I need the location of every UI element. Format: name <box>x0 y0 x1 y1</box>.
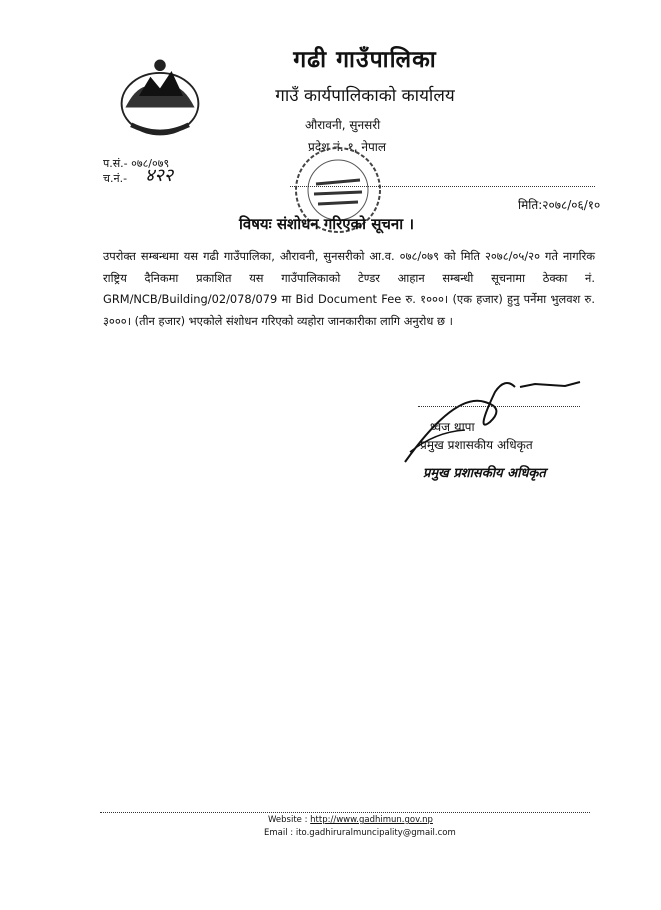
signatory-stamp: प्रमुख प्रशासकीय अधिकृत <box>423 466 546 481</box>
email-label: Email : <box>264 828 294 838</box>
signatory-name: ध्वज थापा <box>430 420 475 434</box>
cn-label: च.नं.- <box>103 172 128 185</box>
address-line2: प्रदेश नं. १, नेपाल <box>308 140 387 154</box>
letter-date: मिति:२०७८/०६/१० <box>518 198 601 212</box>
signatory-post: प्रमुख प्रशासकीय अधिकृत <box>420 438 533 452</box>
email-link[interactable]: ito.gadhiruralmuncipality@gmail.com <box>295 828 456 838</box>
address-line1: औरावनी, सुनसरी <box>305 118 381 132</box>
footer-website <box>268 815 433 825</box>
date-line <box>290 186 595 187</box>
office-name: गाउँ कार्यपालिकाको कार्यालय <box>275 86 455 106</box>
signature-line <box>418 406 580 407</box>
org-name: गढी गाउँपालिका <box>293 47 437 73</box>
nepal-emblem-icon <box>112 48 208 144</box>
subject-heading: विषयः संशोधन गरिएको सूचना । <box>239 215 415 233</box>
footer-divider <box>100 812 590 813</box>
website-link[interactable]: http://www.gadhimun.gov.np <box>310 815 433 825</box>
website-label: Website : <box>268 815 308 825</box>
ps-number: प.सं.- ०७८/०७९ <box>103 157 170 170</box>
footer-email <box>264 828 456 838</box>
cn-number: ४२२ <box>145 165 174 186</box>
body-paragraph: उपरोक्त सम्बन्धमा यस गढी गाउँपालिका, औरावनी, सुनसरीको आ.व. ०७८/०७९ को मिति २०७८/०५/२० गते नागरिक राष्ट्रिय दैनिकमा प्रकाशित यस गाउँपालिकाको टेण्डर आहान सम्बन्धी सूचनामा ठेक्का नं. GRM/NCB/Building/02/078/079 मा Bid Document Fee रु. १०००। (एक हजार) हुनु पर्नेमा भुलवश रु. ३०००। (तीन हजार) भएकोले संशोधन गरिएको व्यहोरा जानकारीका लागि अनुरोध छ । <box>103 249 595 328</box>
